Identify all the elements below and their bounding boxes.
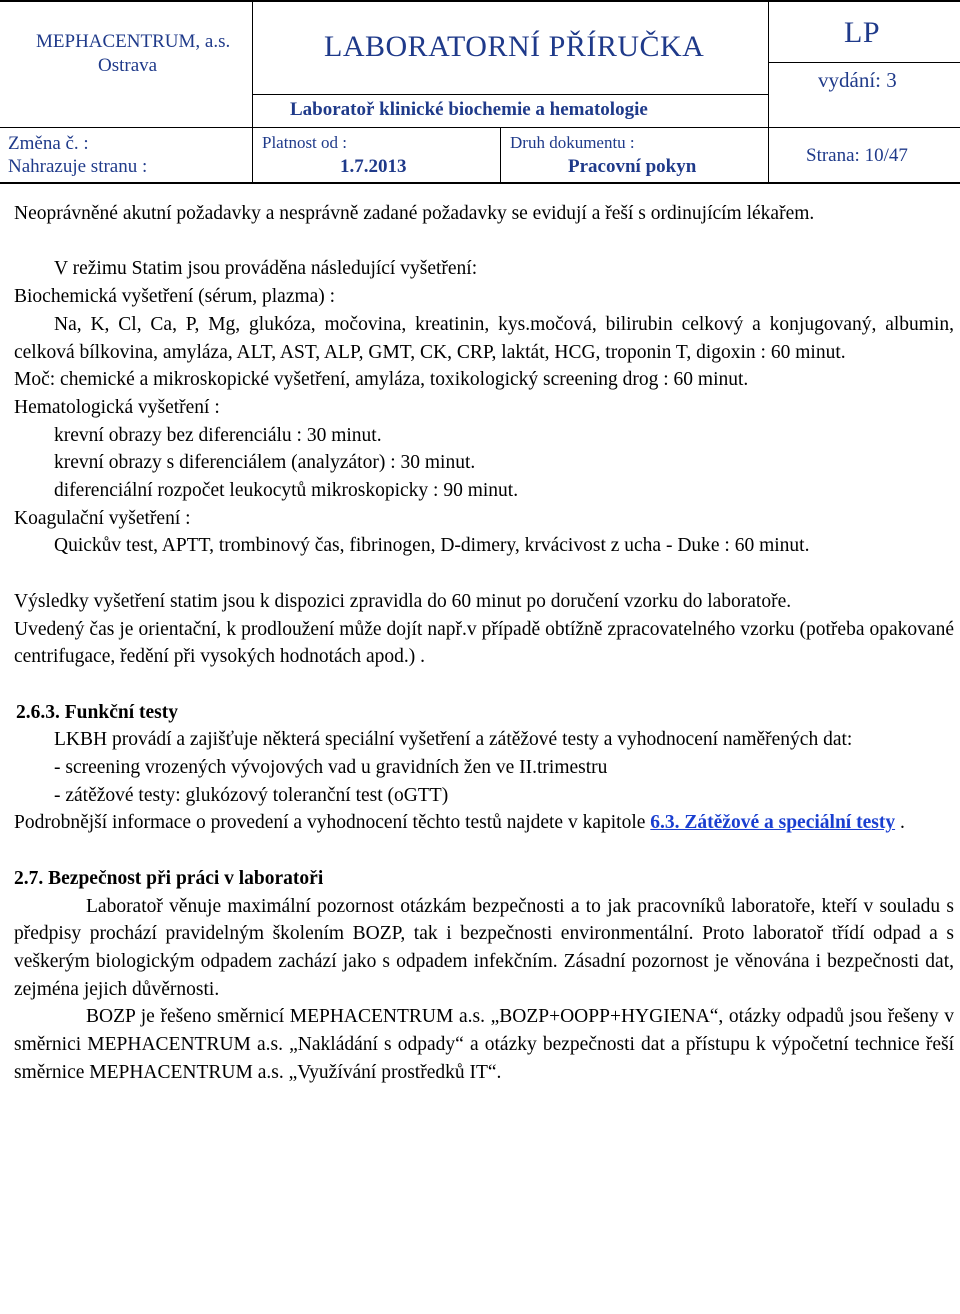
list-item-hem-3: diferenciální rozpočet leukocytů mikroskopicky : 90 minut.	[54, 480, 519, 502]
heading-hematology: Hematologická vyšetření :	[14, 396, 220, 418]
company-city: Ostrava	[98, 55, 158, 76]
page-header	[0, 0, 960, 184]
list-item-hem-2: krevní obrazy s diferenciálem (analyzátor) : 30 minut.	[54, 452, 476, 474]
section-title-safety: 2.7. Bezpečnost při práci v laboratoři	[14, 867, 324, 889]
edition: vydání: 3	[818, 68, 897, 92]
paragraph-biochem-list: Na, K, Cl, Ca, P, Mg, glukóza, močovina, kreatinin, kys.močová, bilirubin celkový a konjugovaný, albumin, celková bílkovina, amyláza, ALT, AST, ALP, GMT, CK, CRP, laktát, HCG, troponin T, digoxin : 60 minut.	[14, 313, 954, 363]
paragraph-more-info	[14, 809, 954, 837]
doc-type-label: Druh dokumentu :	[510, 133, 635, 152]
replaces-label: Nahrazuje stranu :	[8, 156, 148, 177]
valid-from-value: 1.7.2013	[340, 156, 407, 177]
doc-type-value: Pracovní pokyn	[568, 156, 697, 177]
page-number: Strana: 10/47	[806, 145, 908, 166]
heading-coagulation: Koagulační vyšetření :	[14, 507, 191, 529]
more-info-end: .	[895, 812, 905, 834]
change-label: Změna č. :	[8, 133, 89, 154]
paragraph-safety: Laboratoř věnuje maximální pozornost otázkám bezpečnosti a to jak pracovníků laboratoře, kteří v souladu s předpisy prochází pravidelným školením BOZP, tak i bezpečnosti environmentální. Proto laboratoř třídí odpad a s veškerým biologickým odpadem zachází jako s odpadem infekčním. Zásadní pozornost je věnována i bezpečnosti dat, zejména jejich důvěrnosti.	[14, 895, 954, 1000]
heading-biochem: Biochemická vyšetření (sérum, plazma) :	[14, 286, 336, 308]
paragraph-statim-intro: V režimu Statim jsou prováděna následující vyšetření:	[54, 258, 478, 280]
list-item-hem-1: krevní obrazy bez diferenciálu : 30 minut.	[54, 424, 382, 446]
lab-name: Laboratoř klinické biochemie a hematologie	[290, 99, 648, 120]
document-code: LP	[844, 16, 881, 49]
chapter-link[interactable]: 6.3. Zátěžové a speciální testy	[650, 812, 896, 834]
paragraph-time-note: Uvedený čas je orientační, k prodloužení může dojít např.v případě obtížně zpracovatelného vzorku (potřeba opakované centrifugace, ředění při vysokých hodnotách apod.) .	[14, 618, 954, 668]
paragraph-urine: Moč: chemické a mikroskopické vyšetření, amyláza, toxikologický screening drog : 60 minut.	[14, 369, 749, 391]
paragraph-unauthorized: Neoprávněné akutní požadavky a nesprávně zadané požadavky se evidují a řeší s ordinujícím lékařem.	[14, 203, 815, 224]
paragraph-bozp: BOZP je řešeno směrnicí MEPHACENTRUM a.s. „BOZP+OOPP+HYGIENA“, otázky odpadů jsou řešeny v směrnici MEPHACENTRUM a.s. „Nakládání s odpady“ a otázky bezpečnosti dat a přístupu k výpočetní technice řeší směrnice MEPHACENTRUM a.s. „Využívání prostředků IT“.	[14, 1006, 954, 1083]
more-info-text: Podrobnější informace o provedení a vyhodnocení těchto testů najdete v kapitole	[14, 812, 651, 834]
document-title: LABORATORNÍ PŘÍRUČKA	[324, 30, 705, 63]
paragraph-coagulation-list: Quickův test, APTT, trombinový čas, fibrinogen, D-dimery, krvácivost z ucha - Duke : 60 minut.	[54, 535, 810, 557]
paragraph-functional-tests: LKBH provádí a zajišťuje některá speciální vyšetření a zátěžové testy a vyhodnocení naměřených dat:	[54, 729, 853, 751]
list-item-ogtt: - zátěžové testy: glukózový toleranční test (oGTT)	[54, 784, 449, 806]
list-item-screening: - screening vrozených vývojových vad u gravidních žen ve II.trimestru	[54, 757, 608, 779]
section-title-functional-tests: 2.6.3. Funkční testy	[16, 701, 178, 723]
document-body	[14, 200, 954, 1086]
paragraph-results: Výsledky vyšetření statim jsou k dispozici zpravidla do 60 minut po doručení vzorku do laboratoře.	[14, 590, 792, 612]
valid-from-label: Platnost od :	[262, 133, 348, 152]
company-name: MEPHACENTRUM, a.s.	[36, 31, 231, 52]
